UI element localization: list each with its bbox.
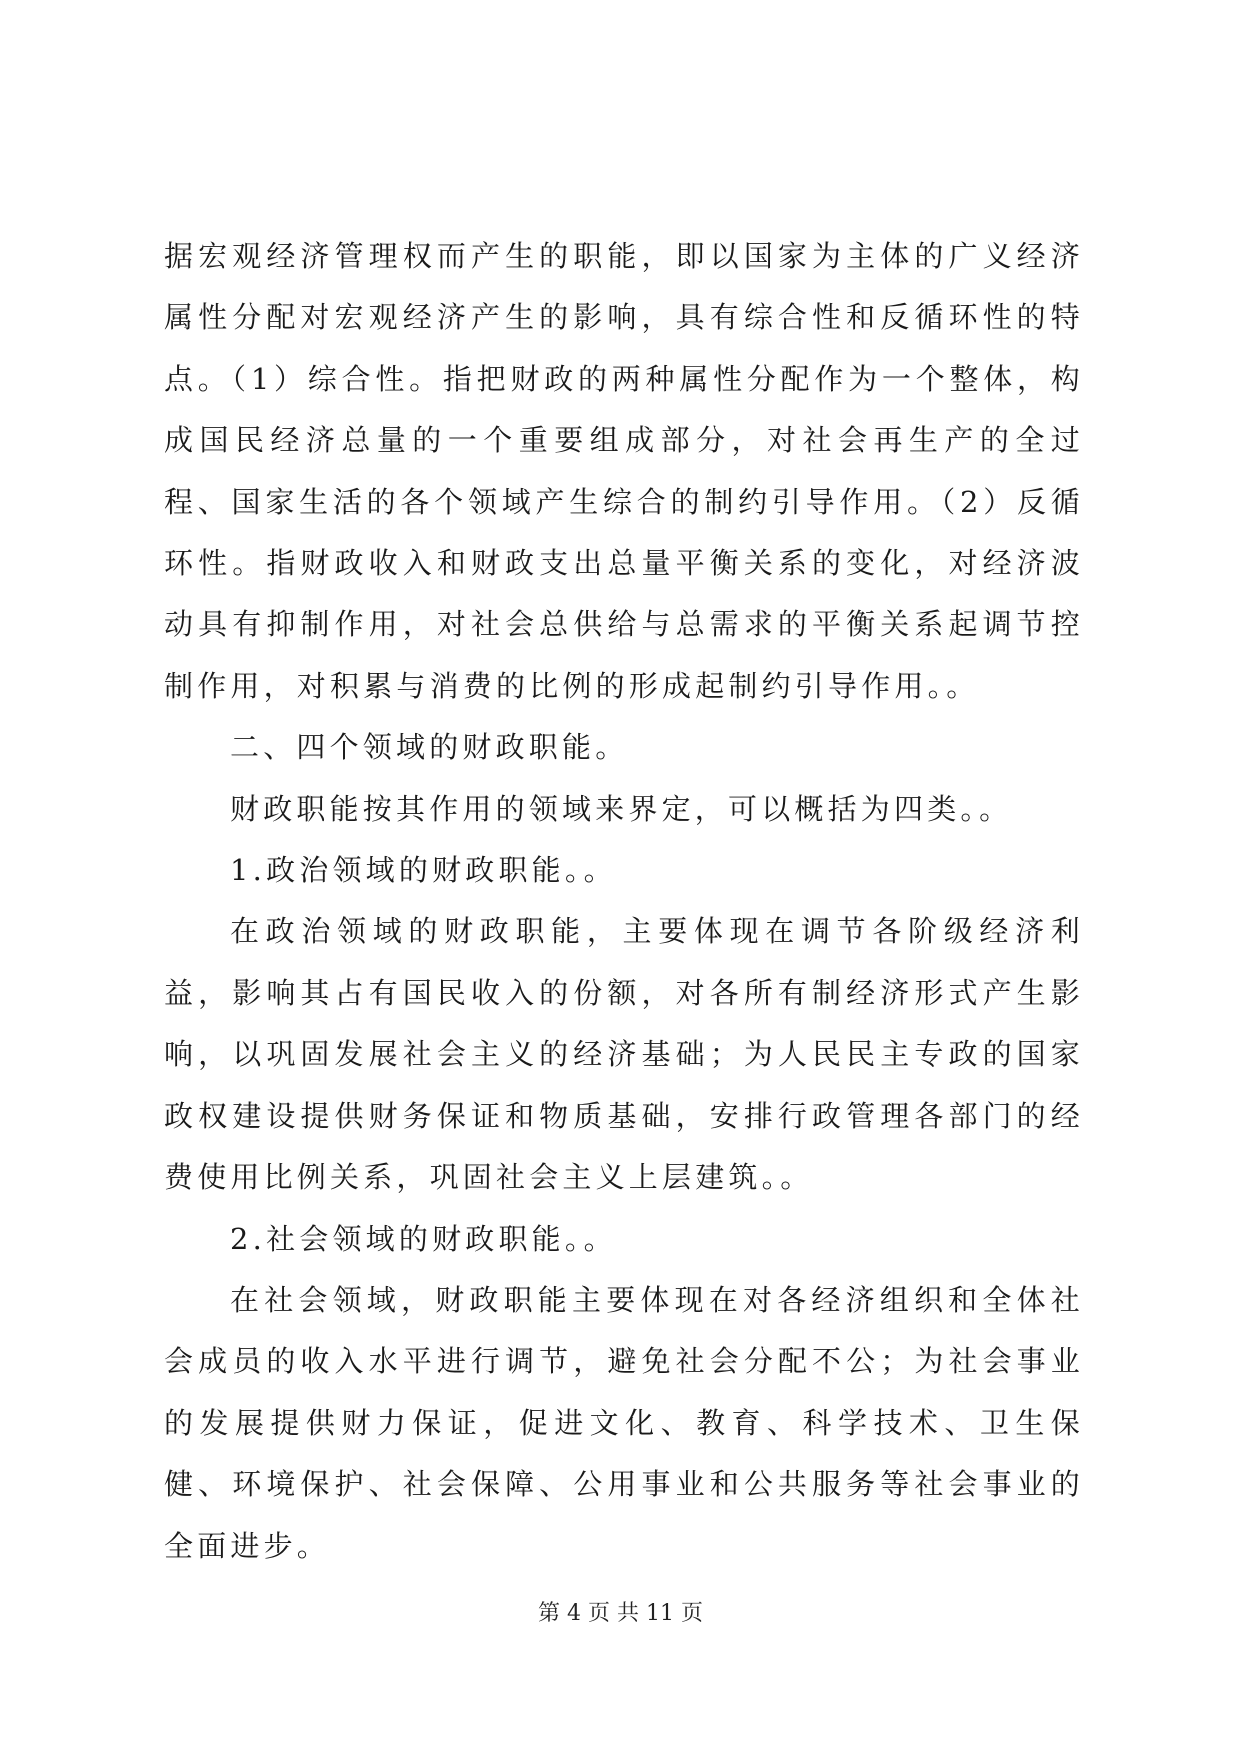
subheading-political-domain: 1.政治领域的财政职能。。	[230, 853, 617, 888]
paragraph-social-domain: 在社会领域，财政职能主要体现在对各经济组织和全体社会成员的收入水平进行调节，避免社会分配不公；为社会事业的发展提供财力保证，促进文化、教育、科学技术、卫生保健、环境保护、社会保障、公用事业和公共服务等社会事业的全面进步。	[164, 1282, 1084, 1563]
subheading-social-domain: 2.社会领域的财政职能。。	[230, 1221, 617, 1256]
section-heading-four-domains: 二、四个领域的财政职能。	[230, 730, 629, 765]
paragraph-macro-function: 据宏观经济管理权而产生的职能，即以国家为主体的广义经济属性分配对宏观经济产生的影响，具有综合性和反循环性的特点。（1）综合性。指把财政的两种属性分配作为一个整体，构成国民经济总量的一个重要组成部分，对社会再生产的全过程、国家生活的各个领域产生综合的制约引导作用。（2）反循环性。指财政收入和财政支出总量平衡关系的变化，对经济波动具有抑制作用，对社会总供给与总需求的平衡关系起调节控制作用，对积累与消费的比例的形成起制约引导作用。。	[164, 239, 1084, 703]
paragraph-four-categories: 财政职能按其作用的领域来界定，可以概括为四类。。	[230, 791, 1013, 826]
page-number-footer: 第 4 页 共 11 页	[538, 1601, 703, 1626]
paragraph-political-domain: 在政治领域的财政职能，主要体现在调节各阶级经济利益，影响其占有国民收入的份额，对各所有制经济形式产生影响，以巩固发展社会主义的经济基础；为人民民主专政的国家政权建设提供财务保证和物质基础，安排行政管理各部门的经费使用比例关系，巩固社会主义上层建筑。。	[164, 914, 1084, 1195]
document-body	[164, 226, 1084, 1577]
